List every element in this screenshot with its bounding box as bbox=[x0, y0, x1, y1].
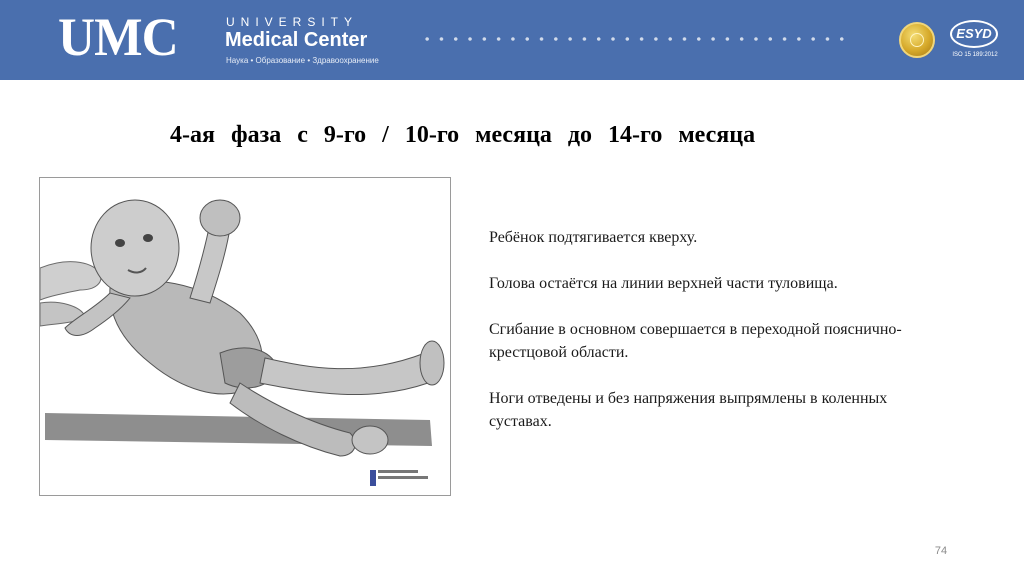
esyd-badge: ESYD bbox=[950, 20, 998, 48]
paragraph-legs: Ноги отведены и без напряжения выпрямлены в коленных суставах. bbox=[489, 390, 888, 430]
paragraph-pull-up: Ребёнок подтягивается кверху. bbox=[489, 229, 698, 246]
umc-logo bbox=[58, 7, 178, 67]
infant-illustration bbox=[40, 178, 451, 496]
gold-seal-icon bbox=[899, 22, 935, 58]
logo-tagline: Наука • Образование • Здравоохранение bbox=[226, 56, 379, 65]
paragraph-flexion: Сгибание в основном совершается в переходной пояснично-крестцовой области. bbox=[489, 321, 902, 361]
description-text-block bbox=[489, 226, 929, 456]
iso-certification-text: ISO 15 189:2012 bbox=[952, 52, 998, 58]
infant-photo bbox=[39, 177, 451, 496]
logo-university-text: UNIVERSITY bbox=[226, 15, 359, 29]
paragraph-head-position: Голова остаётся на линии верхней части туловища. bbox=[489, 275, 838, 292]
logo-medical-center-text: Medical Center bbox=[225, 29, 368, 51]
umc-logo-text: UMC bbox=[58, 7, 178, 67]
header-bar bbox=[0, 0, 1024, 80]
slide-title: 4-ая фаза с 9-го / 10-го месяца до 14-го месяца bbox=[170, 122, 756, 148]
page-number: 74 bbox=[934, 545, 948, 557]
dotted-divider bbox=[420, 36, 850, 42]
